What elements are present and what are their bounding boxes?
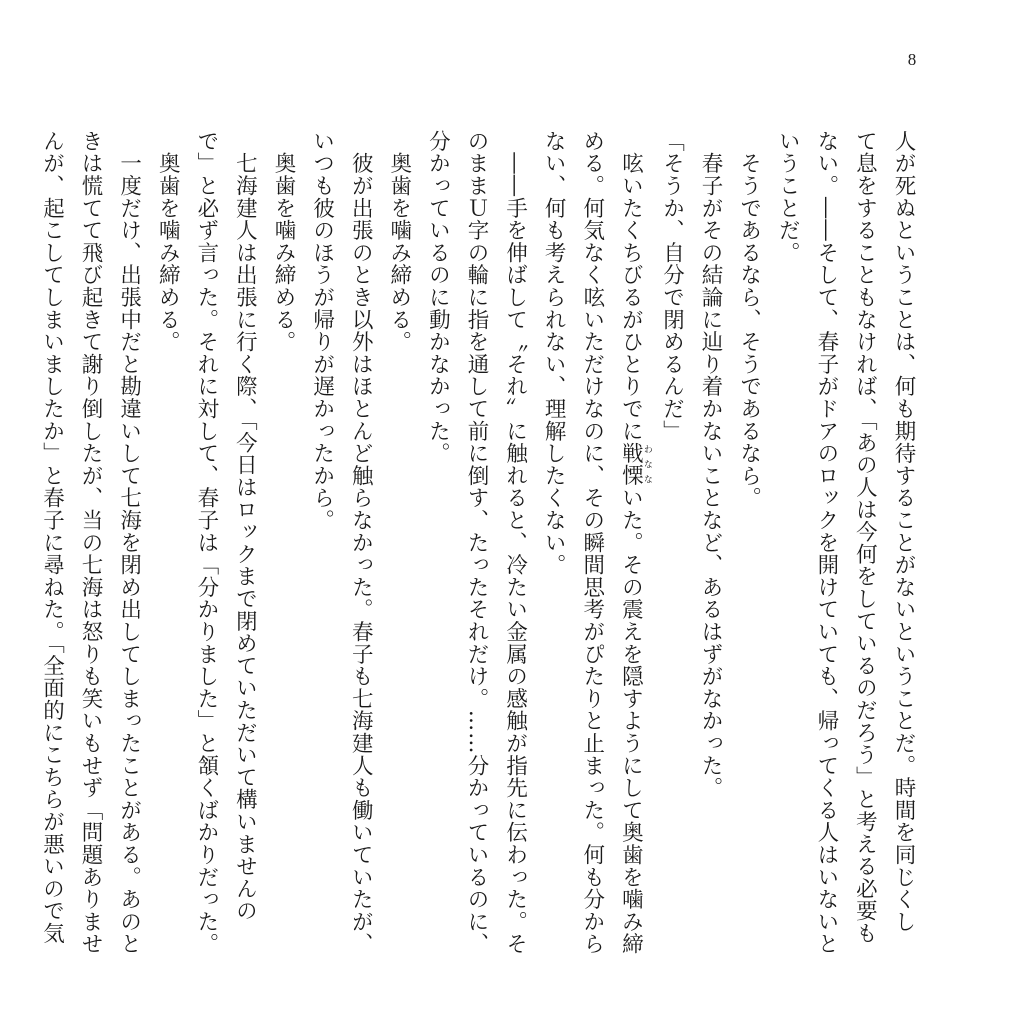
text-line: そうであるなら、そうであるなら。	[736, 130, 762, 510]
text-segment-after-ruby: いた。その震えを隠すようにして奥歯を噛み締	[618, 486, 644, 956]
text-line: 「そうか、自分で閉めるんだ」	[659, 130, 685, 443]
text-line: 彼が出張のとき以外はほとんど触らなかった。春子も七海建人も働いていたが、	[348, 130, 374, 956]
ruby-reading: わなな	[641, 442, 652, 487]
vertical-text-body	[39, 130, 922, 990]
text-line: で」と必ず言った。それに対して、春子は「分かりました」と頷くばかりだった。	[193, 130, 219, 956]
text-segment-before-ruby: 呟いたくちびるがひとりでに	[618, 130, 644, 443]
text-line: きは慌てて飛び起きて謝り倒したが、当の七海は怒りも笑いもせず「問題ありませ	[78, 130, 104, 956]
text-line: 奥歯を噛み締める。	[271, 130, 296, 353]
text-line: ――手を伸ばして〝それ〟に触れると、冷たい金属の感触が指先に伝わった。そ	[502, 130, 528, 956]
text-line: 分かっているのに動かなかった。	[425, 130, 451, 465]
page-number: 8	[907, 50, 917, 69]
text-line: 奥歯を噛み締める。	[386, 130, 412, 353]
ruby-base: 戦慄	[618, 442, 644, 487]
text-line: んが、起こしてしまいましたか」と春子に尋ねた。「全面的にこちらが悪いので気	[39, 130, 65, 945]
text-line: 一度だけ、出張中だと勘違いして七海を閉め出してしまったことがある。あのと	[116, 130, 142, 956]
text-line: める。何気なく呟いただけなのに、その瞬間思考がぴたりと止まった。何も分から	[579, 130, 605, 956]
text-line: ない、何も考えられない、理解したくない。	[541, 130, 567, 576]
ruby-annotation	[618, 442, 652, 487]
text-line: 七海建人は出張に行く際、「今日はロックまで閉めていただいて構いませんの	[232, 130, 258, 923]
text-line: 人が死ぬということは、何も期待することがないということだ。時間を同じくし	[891, 130, 916, 933]
text-line: のままＵ字の輪に指を通して前に倒す、たったそれだけ。……分かっているのに、	[463, 130, 489, 956]
text-line: て息をすることもなければ、「あの人は今何をしているのだろう」と考える必要も	[852, 130, 878, 945]
text-line: いうことだ。	[775, 130, 801, 264]
text-line-with-ruby	[611, 130, 652, 990]
text-line: 春子がその結論に辿り着かないことなど、あるはずがなかった。	[698, 130, 724, 799]
text-line: 奥歯を噛み締める。	[155, 130, 181, 353]
text-line: ない。――そして、春子がドアのロックを開けていても、帰ってくる人はいないと	[813, 130, 839, 956]
text-line: いつも彼のほうが帰りが遅かったから。	[309, 130, 335, 532]
